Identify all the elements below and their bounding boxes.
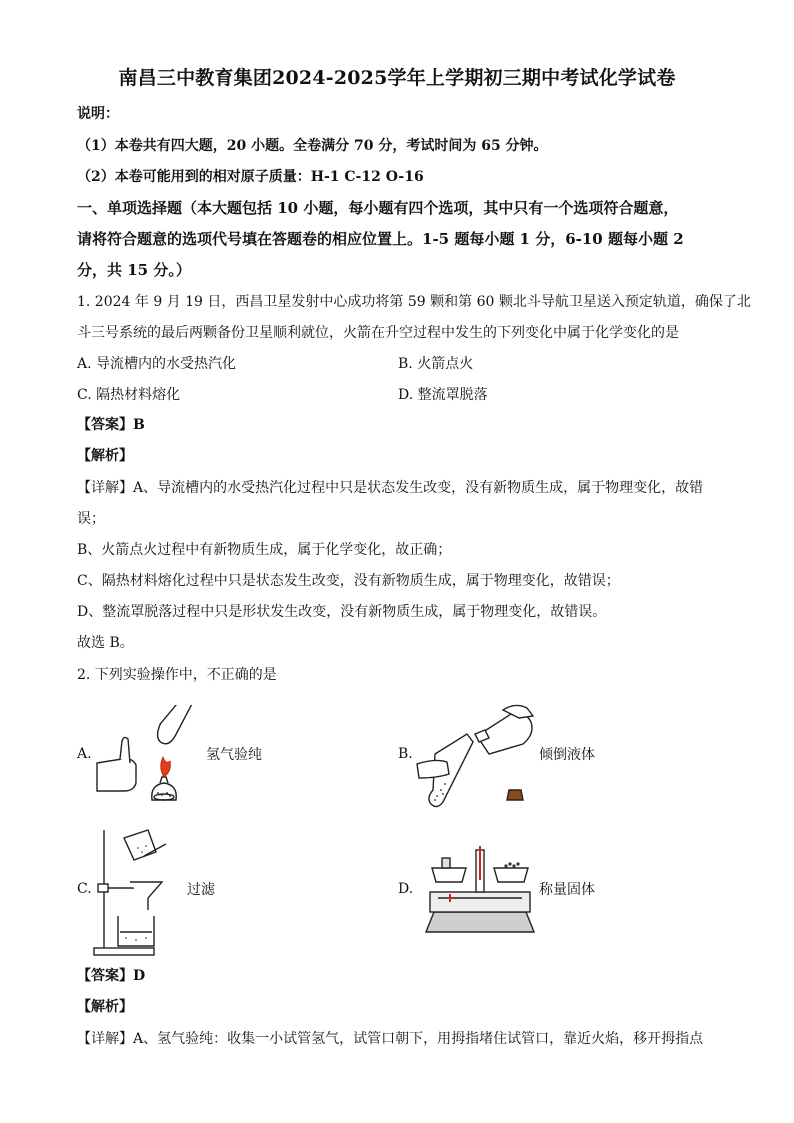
pour-liquid-illustration — [415, 704, 540, 812]
hydrogen-test-illustration — [92, 705, 202, 810]
q1-detail-line1: 【详解】A、导流槽内的水受热汽化过程中只是状态发生改变，没有新物质生成，属于物理变化，故错 — [77, 480, 704, 496]
q2-option-b-caption: 倾倒液体 — [539, 747, 595, 763]
q2-option-d-caption: 称量固体 — [539, 882, 595, 898]
section1-heading-line1: 一、单项选择题（本大题包括 10 小题，每小题有四个选项，其中只有一个选项符合题意， — [77, 199, 679, 217]
q1-option-c: C. 隔热材料熔化 — [77, 387, 181, 403]
page-title: 南昌三中教育集团2024-2025学年上学期初三期中考试化学试卷 — [118, 67, 676, 89]
balance-illustration — [420, 840, 540, 940]
q2-answer: 【答案】D — [77, 968, 146, 984]
q2-analysis-label: 【解析】 — [77, 999, 133, 1015]
q1-analysis-label: 【解析】 — [77, 448, 133, 464]
q2-option-c-caption: 过滤 — [187, 882, 215, 898]
notes-heading: 说明： — [77, 106, 119, 122]
section1-heading-line2: 请将符合题意的选项代号填在答题卷的相应位置上。1-5 题每小题 1 分，6-10 题每小题 2 — [77, 230, 684, 248]
notes-item-2: （2）本卷可能用到的相对原子质量：H-1 C-12 O-16 — [77, 169, 424, 185]
q2-option-b-letter: B. — [398, 746, 413, 762]
q2-option-c-letter: C. — [77, 881, 92, 897]
q2-option-a-letter: A. — [77, 746, 92, 762]
q1-detail-line5: D、整流罩脱落过程中只是形状发生改变，没有新物质生成，属于物理变化，故错误。 — [77, 604, 607, 620]
q2-option-d-letter: D. — [398, 881, 414, 897]
section1-heading-line3: 分，共 15 分。） — [77, 261, 191, 279]
q1-stem-line1: 1. 2024 年 9 月 19 日，西昌卫星发射中心成功将第 59 颗和第 60 颗北斗导航卫星送入预定轨道，确保了北 — [77, 294, 751, 310]
q1-option-d: D. 整流罩脱落 — [398, 387, 488, 403]
q1-detail-line2: 误； — [77, 511, 105, 527]
filtration-illustration — [90, 826, 185, 958]
notes-item-1: （1）本卷共有四大题，20 小题。全卷满分 70 分，考试时间为 65 分钟。 — [77, 138, 548, 154]
q1-detail-line4: C、隔热材料熔化过程中只是状态发生改变，没有新物质生成，属于物理变化，故错误； — [77, 573, 620, 589]
q1-option-b: B. 火箭点火 — [398, 356, 474, 372]
q2-detail-line1: 【详解】A、氢气验纯：收集一小试管氢气，试管口朝下，用拇指堵住试管口，靠近火焰，移开拇指点 — [77, 1031, 704, 1047]
q1-answer: 【答案】B — [77, 417, 145, 433]
q1-detail-line3: B、火箭点火过程中有新物质生成，属于化学变化，故正确； — [77, 542, 452, 558]
q1-detail-line6: 故选 B。 — [77, 635, 134, 651]
q1-option-a: A. 导流槽内的水受热汽化 — [77, 356, 237, 372]
q2-stem: 2. 下列实验操作中，不正确的是 — [77, 667, 277, 683]
q1-stem-line2: 斗三号系统的最后两颗备份卫星顺利就位，火箭在升空过程中发生的下列变化中属于化学变化的是 — [77, 325, 679, 341]
q2-option-a-caption: 氢气验纯 — [206, 747, 262, 763]
